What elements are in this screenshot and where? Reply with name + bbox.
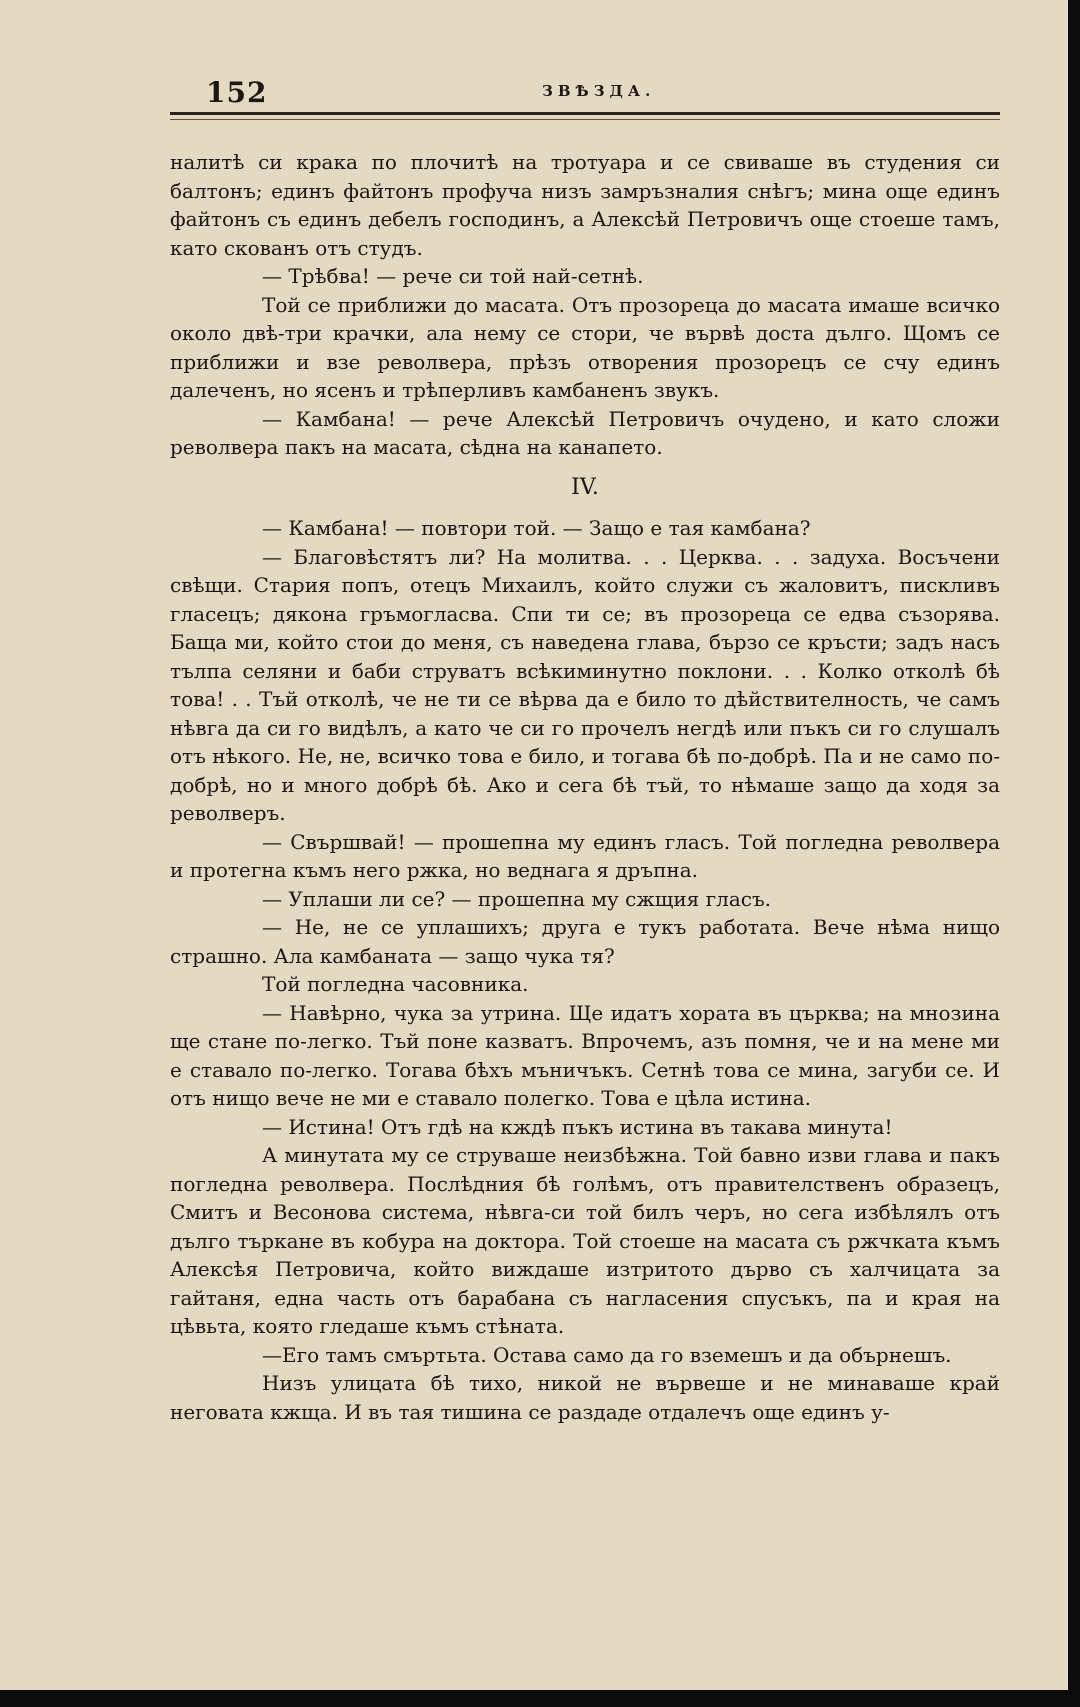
chapter-heading: IV. xyxy=(571,474,599,500)
paragraph: — Благовѣстятъ ли? На молитва. . . Церква. . . задуха. Восъчени свѣщи. Стария попъ, отецъ Михаилъ, който служи съ жаловитъ, пискливъ гласецъ; дякона гръмогласва. Спи ти се; въ прозореца се едва съзорява. Баща ми, който стои до меня, съ наведена глава, бързо се кръсти; задъ насъ тълпа селяни и баби струватъ всѣкиминутно поклони. . . Колко отколѣ бѣ това! . . Тъй отколѣ, че не ти се вѣрва да е било то дѣйствителность, че самъ нѣвга да си го видѣлъ, а като че си го прочелъ негдѣ или пъкъ си го слушалъ отъ нѣкого. Не, не, всичко това е било, и тогава бѣ по-добрѣ. Па и не само по-добрѣ, но и много добрѣ бѣ. Ако и сега бѣ тъй, то нѣмаше защо да ходя за револверъ. xyxy=(170,544,1000,825)
paragraph: — Не, не се уплашихъ; друга е тукъ работата. Вече нѣма нищо страшно. Ала камбаната — защо чука тя? xyxy=(170,915,1000,968)
paragraph: А минутата му се струваше неизбѣжна. Той бавно изви глава и пакъ погледна револвера. Послѣдния бѣ голѣмъ, отъ правителственъ образецъ, Смитъ и Весонова система, нѣвга-си той билъ черъ, но сега избѣлялъ отъ дълго търкане въ кобура на доктора. Той стоеше на масата съ ржчката къмъ Алексѣя Петровича, който виждаше изтритото дърво съ халчицата за гайтаня, една часть отъ барабана съ нагласения спусъкъ, па и края на цѣвьта, която гледаше къмъ стѣната. xyxy=(170,1143,1000,1338)
running-title: ЗВѢЗДА. xyxy=(542,82,656,100)
paragraph: Низъ улицата бѣ тихо, никой не вървеше и не минаваше край неговата кжща. И въ тая тишина се раздаде отдалечъ още единъ у- xyxy=(170,1371,1000,1424)
scan-border-bottom xyxy=(0,1690,1080,1707)
paragraph: — Навѣрно, чука за утрина. Ще идатъ хората въ църква; на мнозина ще стане по-легко. Тъй поне казватъ. Впрочемъ, азъ помня, че и на мене ми е ставало по-легко. Тогава бѣхъ мъничъкъ. Сетнѣ това се мина, загуби се. И отъ нищо вече не ми е ставало полегко. Това е цѣла истина. xyxy=(170,1000,1000,1110)
header-rule-thin xyxy=(170,119,1000,120)
paragraph: Той се приближи до масата. Отъ прозореца до масата имаше всичко около двѣ-три крачки, ала нему се стори, че вървѣ доста дълго. Щомъ се приближи и взе револвера, прѣзъ отворения прозорецъ се счу единъ далеченъ, но ясенъ и трѣперливъ камбаненъ звукъ. xyxy=(170,292,1000,402)
paragraph: налитѣ си крака по плочитѣ на тротуара и се свиваше въ студения си балтонъ; единъ файтонъ профуча низъ замръзналия снѣгъ; мина още единъ файтонъ съ единъ дебелъ господинъ, а Алексѣй Петровичъ още стоеше тамъ, като скованъ отъ студъ. xyxy=(170,150,1000,260)
paragraph: — Камбана! — повтори той. — Защо е тая камбана? xyxy=(262,516,811,540)
body-text xyxy=(170,148,1000,1426)
paragraph: — Камбана! — рече Алексѣй Петровичъ очудено, и като сложи револвера пакъ на масата, сѣдна на канапето. xyxy=(170,406,1000,459)
paragraph: — Трѣбва! — рече си той най-сетнѣ. xyxy=(262,264,644,288)
paragraph: — Истина! Отъ гдѣ на кждѣ пъкъ истина въ такава минута! xyxy=(262,1114,893,1139)
paragraph: — Уплаши ли се? — прошепна му сжщия гласъ. xyxy=(262,886,772,911)
paragraph: —Его тамъ смъртьта. Остава само да го вземешъ и да обърнешъ. xyxy=(262,1342,952,1367)
page-header xyxy=(170,70,1000,114)
paragraph: — Свършвай! — прошепна му единъ гласъ. Той погледна револвера и протегна къмъ него ржка, но веднага я дръпна. xyxy=(170,829,1000,882)
page-number: 152 xyxy=(206,76,268,109)
paragraph: Той погледна часовника. xyxy=(262,972,529,996)
scan-border-right xyxy=(1068,0,1080,1707)
header-rule xyxy=(170,112,1000,115)
